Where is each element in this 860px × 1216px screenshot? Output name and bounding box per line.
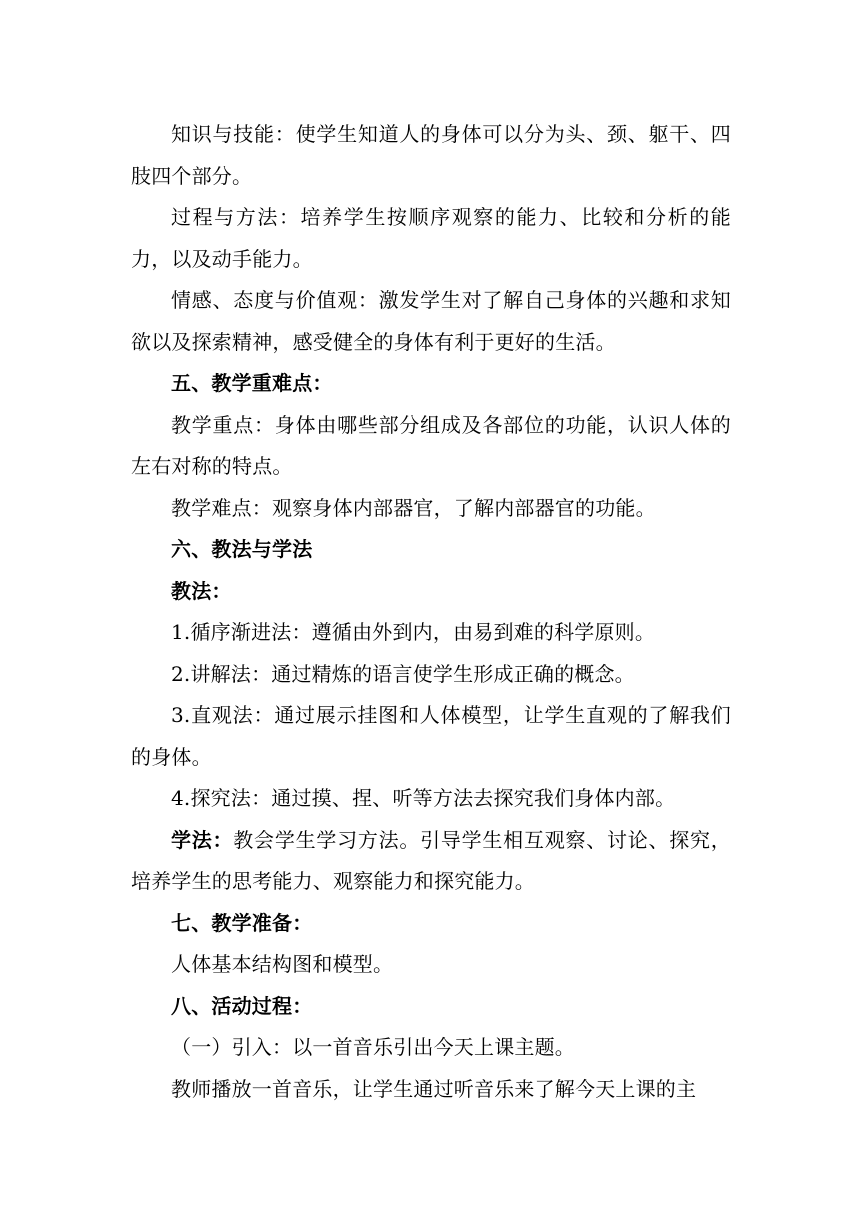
method-item-4: 4.探究法：通过摸、捏、听等方法去探究我们身体内部。 — [171, 786, 676, 810]
method-item-1: 1.循序渐进法：遵循由外到内，由易到难的科学原则。 — [171, 620, 656, 644]
section-heading-6: 六、教法与学法 — [171, 537, 313, 561]
key-point: 教学重点：身体由哪些部分组成及各部位的功能，认识人体的左右对称的特点。 — [131, 412, 731, 478]
activity-step-1: （一）引入：以一首音乐引出今天上课主题。 — [171, 1035, 575, 1059]
difficult-point: 教学难点：观察身体内部器官，了解内部器官的功能。 — [171, 495, 656, 520]
activity-step-1-text: 教师播放一首音乐，让学生通过听音乐来了解今天上课的主 — [171, 1076, 697, 1101]
objective-emotion: 情感、态度与价值观：激发学生对了解自己身体的兴趣和求知欲以及探索精神，感受健全的身体有利于更好的生活。 — [131, 288, 731, 354]
section-heading-8: 八、活动过程： — [171, 993, 313, 1018]
learning-method-text: 教会学生学习方法。引导学生相互观察、讨论、探究，培养学生的思考能力、观察能力和探究能力。 — [131, 827, 731, 893]
objective-process: 过程与方法：培养学生按顺序观察的能力、比较和分析的能力，以及动手能力。 — [131, 205, 731, 271]
section-heading-7: 七、教学准备： — [171, 910, 313, 935]
teaching-method-heading: 教法： — [171, 578, 232, 603]
learning-method-label: 学法： — [171, 827, 234, 852]
preparation-text: 人体基本结构图和模型。 — [171, 952, 394, 976]
objective-knowledge: 知识与技能：使学生知道人的身体可以分为头、颈、躯干、四肢四个部分。 — [131, 122, 731, 188]
method-item-3: 3.直观法：通过展示挂图和人体模型，让学生直观的了解我们的身体。 — [131, 703, 731, 769]
learning-method — [131, 820, 731, 903]
section-heading-5: 五、教学重难点： — [171, 371, 333, 395]
document-body — [131, 114, 731, 1110]
method-item-2: 2.讲解法：通过精炼的语言使学生形成正确的概念。 — [171, 661, 635, 686]
